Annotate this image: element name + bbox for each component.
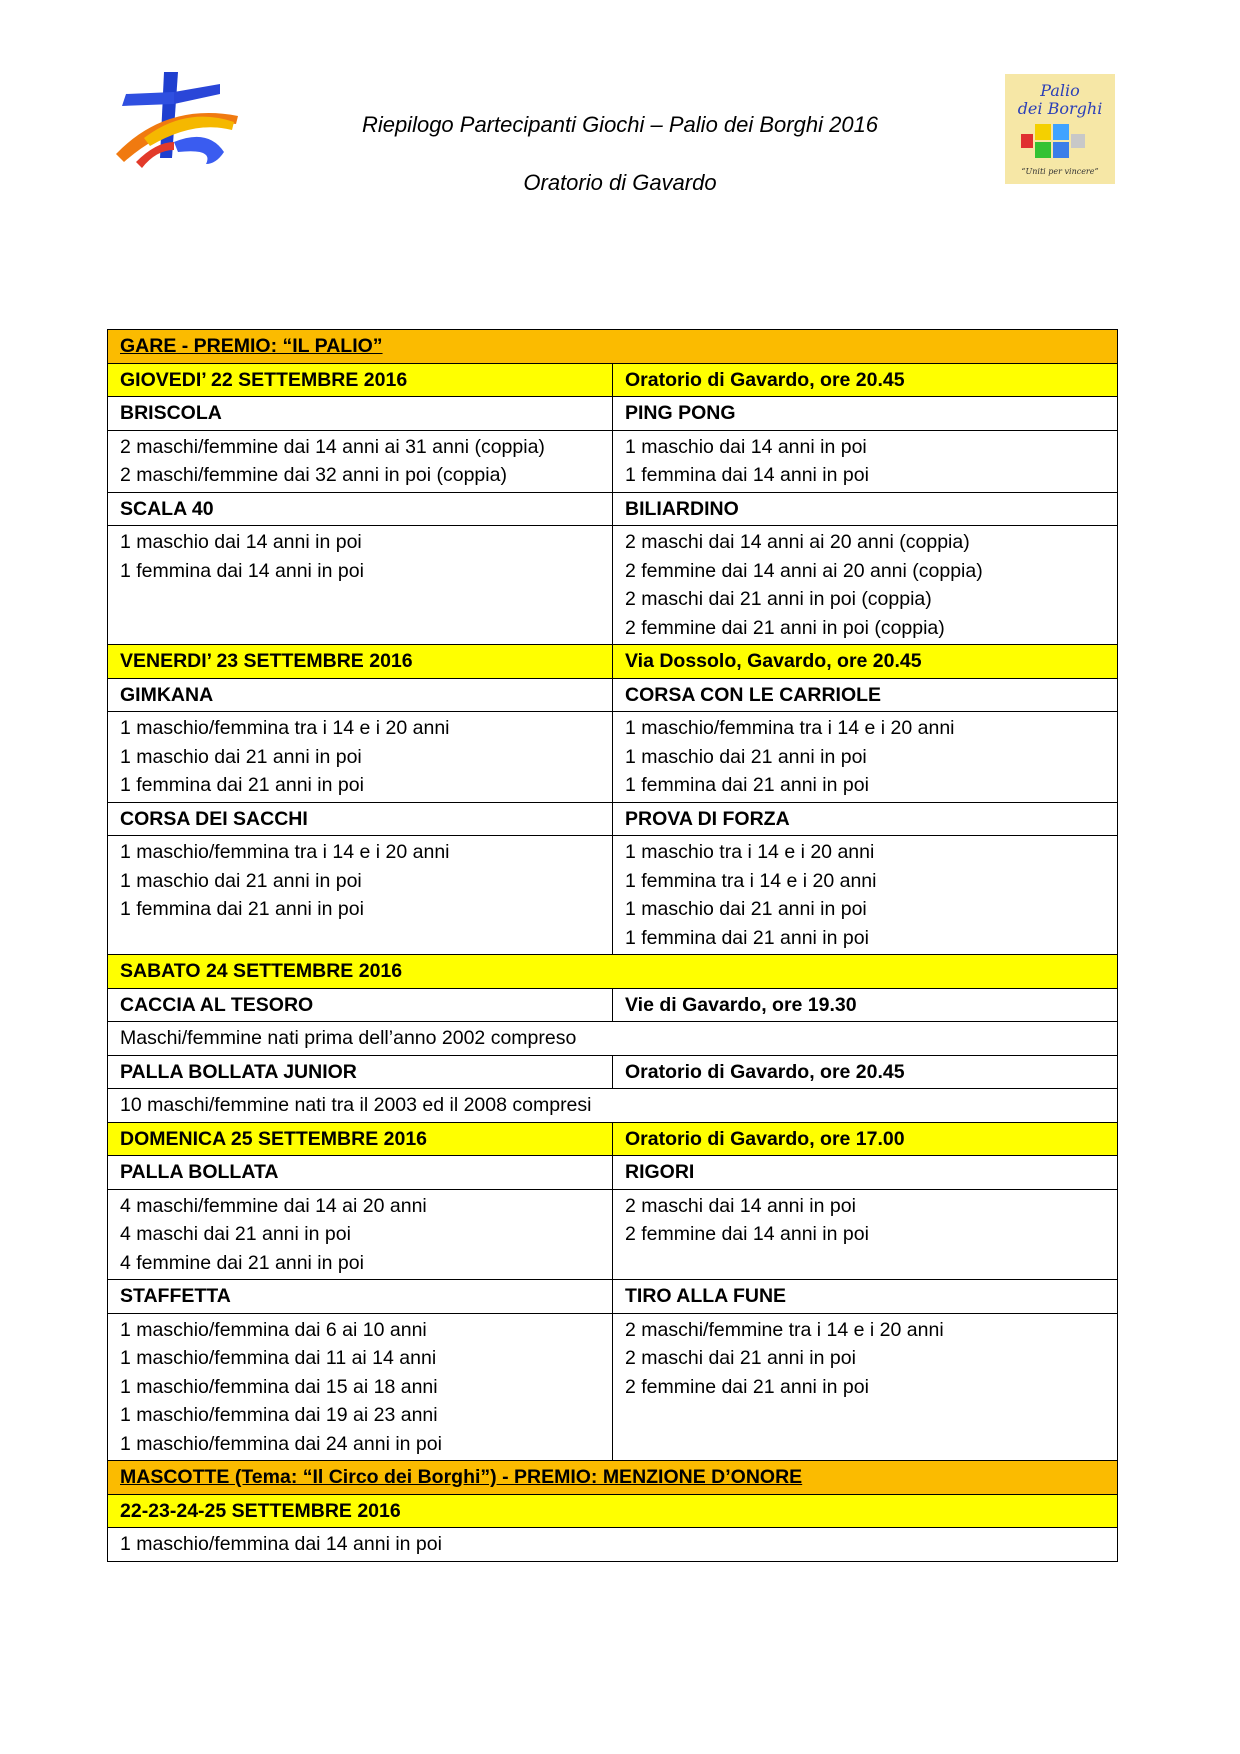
- cell-line: Maschi/femmine nati prima dell’anno 2002 compreso: [120, 1027, 577, 1049]
- table-row: [108, 1022, 1117, 1056]
- cell-line: 1 maschio/femmina dai 11 ai 14 anni: [120, 1347, 437, 1369]
- cell-line: 2 maschi dai 21 anni in poi: [625, 1347, 856, 1369]
- cell-line: 1 maschio dai 14 anni in poi: [120, 531, 362, 553]
- right-cell: [613, 836, 1117, 954]
- cell-line: 1 maschio/femmina dai 19 ai 23 anni: [120, 1404, 438, 1426]
- table-row: [108, 1123, 1117, 1157]
- cell-line: 1 femmina dai 21 anni in poi: [120, 774, 364, 796]
- cell-line: 1 maschio/femmina dai 15 ai 18 anni: [120, 1375, 438, 1398]
- table-row: [108, 1461, 1117, 1495]
- cell-line: 2 femmine dai 21 anni in poi (coppia): [625, 616, 945, 639]
- left-cell: [108, 397, 613, 430]
- full-cell: [108, 1461, 1117, 1494]
- cell-line: 1 femmina dai 14 anni in poi: [625, 464, 869, 486]
- table-row: [108, 526, 1117, 645]
- document-title: Riepilogo Partecipanti Giochi – Palio dei Borghi 2016: [361, 112, 879, 137]
- left-cell: [108, 364, 613, 397]
- cell-line: Oratorio di Gavardo, ore 17.00: [625, 1127, 905, 1150]
- cell-line: 2 maschi/femmine dai 32 anni in poi (coppia): [120, 464, 507, 486]
- cell-line: VENERDI’ 23 SETTEMBRE 2016: [120, 650, 413, 672]
- cell-line: GIMKANA: [120, 683, 214, 706]
- cell-line: 1 femmina dai 21 anni in poi: [625, 926, 869, 949]
- cell-line: PING PONG: [625, 402, 736, 424]
- table-row: [108, 1056, 1117, 1090]
- table-row: [108, 1314, 1117, 1462]
- cell-line: Oratorio di Gavardo, ore 20.45: [625, 1060, 905, 1083]
- cell-line: 1 femmina dai 14 anni in poi: [120, 559, 364, 582]
- cell-line: BRISCOLA: [120, 402, 222, 424]
- document-subtitle: Oratorio di Gavardo: [523, 170, 717, 195]
- right-cell: [613, 397, 1117, 430]
- right-cell: [613, 493, 1117, 526]
- right-cell: [613, 1190, 1117, 1280]
- right-cell: [613, 1156, 1117, 1189]
- cell-line: 1 maschio/femmina dai 6 ai 10 anni: [120, 1318, 427, 1341]
- cell-line: 1 maschio dai 21 anni in poi: [625, 898, 867, 920]
- table-row: [108, 330, 1117, 364]
- cell-line: 2 femmine dai 21 anni in poi: [625, 1375, 869, 1398]
- cell-line: 2 maschi/femmine dai 14 anni ai 31 anni (coppia): [120, 435, 545, 458]
- right-cell: [613, 1056, 1117, 1089]
- left-cell: [108, 431, 613, 492]
- cell-line: Vie di Gavardo, ore 19.30: [625, 993, 857, 1016]
- cell-line: PROVA DI FORZA: [625, 807, 790, 830]
- table-row: [108, 645, 1117, 679]
- right-cell: [613, 431, 1117, 492]
- cell-line: 2 femmine dai 14 anni ai 20 anni (coppia): [625, 559, 983, 582]
- cell-line: Oratorio di Gavardo, ore 20.45: [625, 368, 905, 391]
- cell-line: 1 femmina tra i 14 e i 20 anni: [625, 869, 877, 892]
- cell-line: TIRO ALLA FUNE: [625, 1285, 787, 1307]
- cell-line: 1 maschio/femmina tra i 14 e i 20 anni: [120, 717, 450, 739]
- cell-line: 2 femmine dai 14 anni in poi: [625, 1223, 869, 1245]
- logo-tagline: “Uniti per vincere”: [1021, 167, 1099, 176]
- cell-line: SABATO 24 SETTEMBRE 2016: [120, 960, 403, 982]
- cell-line: CORSA CON LE CARRIOLE: [625, 683, 882, 706]
- table-row: [108, 712, 1117, 803]
- left-cell: [108, 526, 613, 644]
- left-cell: [108, 1190, 613, 1280]
- table-row: [108, 1156, 1117, 1190]
- cell-line: SCALA 40: [120, 497, 214, 520]
- table-row: [108, 1495, 1117, 1529]
- cell-line: 1 maschio dai 14 anni in poi: [625, 435, 867, 458]
- table-row: [108, 1089, 1117, 1123]
- cell-line: GARE - PREMIO: “IL PALIO”: [120, 335, 383, 357]
- left-cell: [108, 1056, 613, 1089]
- full-cell: [108, 1022, 1117, 1055]
- table-row: [108, 364, 1117, 398]
- cell-line: 1 maschio/femmina tra i 14 e i 20 anni: [625, 717, 955, 739]
- table-row: [108, 836, 1117, 955]
- full-cell: [108, 955, 1117, 988]
- cell-line: 2 maschi dai 21 anni in poi (coppia): [625, 588, 932, 610]
- full-cell: [108, 330, 1117, 363]
- cell-line: 1 maschio dai 21 anni in poi: [120, 869, 362, 892]
- cell-line: PALLA BOLLATA JUNIOR: [120, 1060, 357, 1083]
- cell-line: MASCOTTE (Tema: “Il Circo dei Borghi”) - PREMIO: MENZIONE D’ONORE: [120, 1466, 803, 1488]
- cell-line: 10 maschi/femmine nati tra il 2003 ed il 2008 compresi: [120, 1094, 592, 1116]
- cell-line: CACCIA AL TESORO: [120, 993, 314, 1016]
- left-cell: [108, 1280, 613, 1313]
- cell-line: 22-23-24-25 SETTEMBRE 2016: [120, 1499, 401, 1522]
- cell-line: 2 maschi dai 14 anni ai 20 anni (coppia): [625, 531, 970, 553]
- table-row: [108, 493, 1117, 527]
- right-cell: [613, 989, 1117, 1022]
- cell-line: 1 femmina dai 21 anni in poi: [625, 774, 869, 796]
- cell-line: 4 maschi dai 21 anni in poi: [120, 1223, 351, 1245]
- cell-line: CORSA DEI SACCHI: [120, 807, 308, 830]
- table-row: [108, 989, 1117, 1023]
- left-cell: [108, 1156, 613, 1189]
- table-row: [108, 1190, 1117, 1281]
- cell-line: STAFFETTA: [120, 1285, 231, 1307]
- cell-line: 2 maschi/femmine tra i 14 e i 20 anni: [625, 1318, 944, 1341]
- cell-line: 1 maschio/femmina dai 14 anni in poi: [120, 1533, 442, 1555]
- table-row: [108, 431, 1117, 493]
- cell-line: GIOVEDI’ 22 SETTEMBRE 2016: [120, 368, 408, 391]
- cell-line: RIGORI: [625, 1161, 695, 1183]
- cell-line: 2 maschi dai 14 anni in poi: [625, 1194, 856, 1217]
- left-cell: [108, 989, 613, 1022]
- left-cell: [108, 1314, 613, 1461]
- left-cell: [108, 803, 613, 836]
- right-cell: [613, 679, 1117, 712]
- cell-line: 1 maschio dai 21 anni in poi: [625, 745, 867, 768]
- cell-line: 1 maschio dai 21 anni in poi: [120, 745, 362, 768]
- logo-text-line1: Palio: [1040, 81, 1080, 100]
- right-cell: [613, 526, 1117, 644]
- right-cell: [613, 1314, 1117, 1461]
- left-cell: [108, 493, 613, 526]
- left-cell: [108, 836, 613, 954]
- cell-line: 1 femmina dai 21 anni in poi: [120, 898, 364, 920]
- left-cell: [108, 679, 613, 712]
- left-cell: [108, 1123, 613, 1156]
- table-row: [108, 679, 1117, 713]
- cell-line: 4 maschi/femmine dai 14 ai 20 anni: [120, 1194, 427, 1217]
- right-cell: [613, 1280, 1117, 1313]
- full-cell: [108, 1495, 1117, 1528]
- cell-line: 4 femmine dai 21 anni in poi: [120, 1251, 364, 1274]
- cell-line: 1 maschio/femmina tra i 14 e i 20 anni: [120, 841, 450, 863]
- full-cell: [108, 1089, 1117, 1122]
- table-row: [108, 955, 1117, 989]
- right-cell: [613, 803, 1117, 836]
- cell-line: Via Dossolo, Gavardo, ore 20.45: [625, 650, 922, 672]
- right-cell: [613, 645, 1117, 678]
- cell-line: PALLA BOLLATA: [120, 1161, 279, 1183]
- right-cell: [613, 364, 1117, 397]
- table-row: [108, 1280, 1117, 1314]
- cell-line: 1 maschio tra i 14 e i 20 anni: [625, 841, 875, 863]
- left-cell: [108, 645, 613, 678]
- logo-text-line2: dei Borghi: [1017, 99, 1103, 118]
- table-row: [108, 397, 1117, 431]
- table-row: [108, 803, 1117, 837]
- right-cell: [613, 1123, 1117, 1156]
- participants-table: [107, 329, 1118, 1562]
- cell-line: BILIARDINO: [625, 497, 739, 520]
- cell-line: 1 maschio/femmina dai 24 anni in poi: [120, 1432, 442, 1455]
- table-row: [108, 1528, 1117, 1562]
- full-cell: [108, 1528, 1117, 1561]
- left-cell: [108, 712, 613, 802]
- right-cell: [613, 712, 1117, 802]
- cell-line: DOMENICA 25 SETTEMBRE 2016: [120, 1127, 428, 1150]
